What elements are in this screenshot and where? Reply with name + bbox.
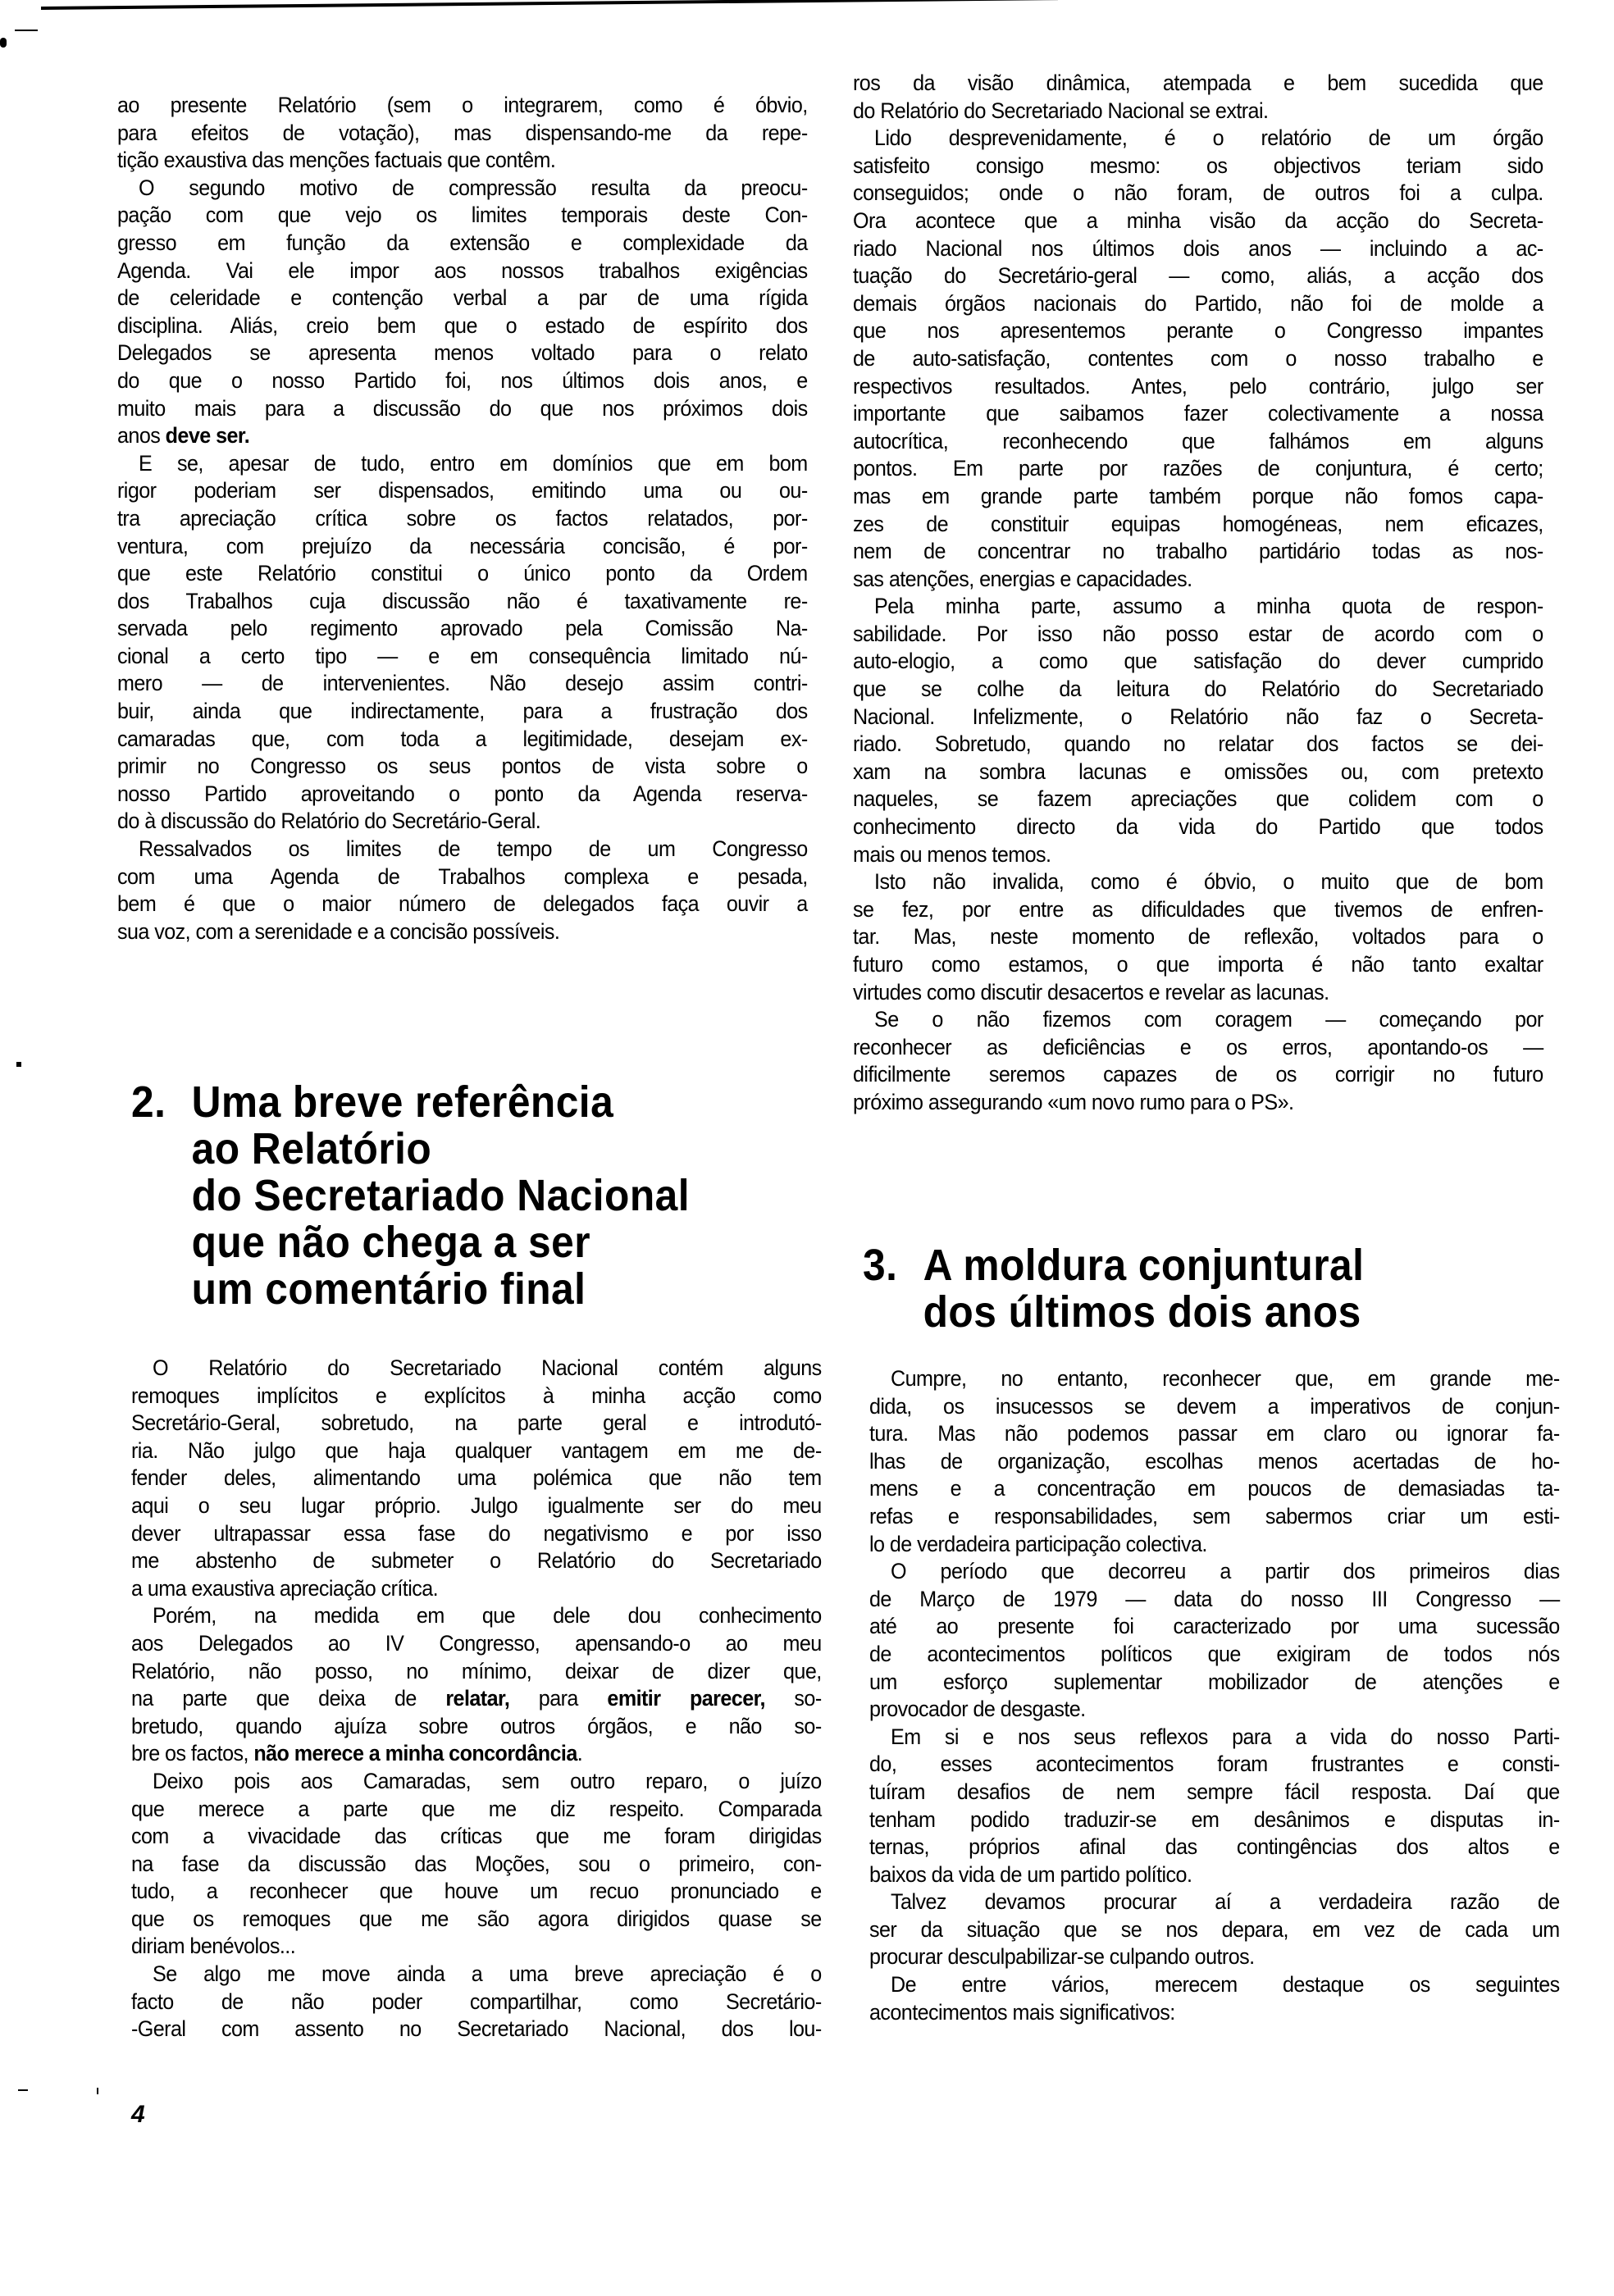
line-text: naqueles, se fazem apreciações que colidem com o (853, 786, 1543, 812)
emphasis-text: deve ser. (165, 423, 250, 449)
line-text: futuro como estamos, o que importa é não tanto exaltar (853, 952, 1543, 977)
text-line (853, 511, 1543, 539)
line-text: Delegados se apresenta menos voltado para o relato (117, 340, 808, 366)
text-line (117, 560, 808, 588)
emphasis-text: não merece a minha concordância (253, 1741, 577, 1766)
text-line (117, 808, 808, 836)
line-text: Deixo pois aos Camaradas, sem outro reparo, o juízo (153, 1768, 822, 1793)
line-text: tuação do Secretário-geral — como, aliás, a acção dos (853, 263, 1543, 289)
text-line (117, 367, 808, 395)
left-column-continued (131, 1355, 824, 2043)
line-text: dificilmente seremos capazes de os corrigir no futuro (853, 1062, 1543, 1087)
line-text: camaradas que, com toda a legitimidade, desejam ex- (117, 726, 808, 751)
paragraph-first-line (869, 1888, 1560, 1916)
text-line (117, 918, 808, 946)
text-line (853, 758, 1543, 786)
text-line (853, 317, 1543, 345)
text-line (117, 230, 808, 257)
line-text: provocador de desgaste. (869, 1697, 1086, 1722)
line-text: O segundo motivo de compressão resulta da preocu- (139, 175, 808, 200)
paragraph-first-line (853, 593, 1543, 621)
line-text: tenham podido traduzir-se em desânimos e disputas in- (869, 1806, 1560, 1832)
text-line (117, 285, 808, 312)
line-text: me abstenho de submeter o Relatório do Secretariado (131, 1548, 822, 1574)
line-text: xam na sombra lacunas e omissões ou, com pretexto (853, 758, 1543, 784)
line-text: . (577, 1741, 583, 1766)
right-column (853, 70, 1546, 1117)
text-line (117, 312, 808, 340)
text-line (853, 400, 1543, 428)
text-line (869, 1641, 1560, 1669)
text-line (117, 202, 808, 230)
line-text: que os remoques que me são agora dirigidos quase se (131, 1906, 822, 1931)
paragraph-first-line (117, 175, 808, 203)
line-text: lhas de organização, escolhas menos acertadas de ho- (869, 1448, 1560, 1474)
line-text: de Março de 1979 — data do nosso III Congresso — (869, 1586, 1560, 1611)
text-line (853, 951, 1543, 979)
line-text: um esforço suplementar mobilizador de atenções e (869, 1669, 1560, 1694)
text-line (853, 621, 1543, 649)
line-text: do Relatório do Secretariado Nacional se extrai. (853, 98, 1269, 123)
heading-line: dos últimos dois anos (923, 1287, 1361, 1337)
text-line (131, 2016, 822, 2043)
text-line (117, 753, 808, 781)
line-text: de celeridade e contenção verbal a par de uma rígida (117, 285, 808, 311)
paragraph-first-line (869, 1365, 1560, 1393)
text-line (131, 1410, 822, 1437)
line-text: Se algo me move ainda a uma breve apreciação é o (153, 1961, 822, 1987)
text-line (853, 786, 1543, 813)
text-line (853, 841, 1543, 869)
line-text: rigor poderiam ser dispensados, emitindo uma ou ou- (117, 478, 808, 503)
line-text: aos Delegados ao IV Congresso, apensando-o ao meu (131, 1630, 822, 1656)
line-text: dida, os insucessos se devem a imperativos de conjun- (869, 1393, 1560, 1419)
text-line (869, 1669, 1560, 1697)
heading-line: Uma breve referência (191, 1077, 614, 1127)
line-text: Secretário-Geral, sobretudo, na parte geral e introdutó- (131, 1410, 822, 1436)
text-line (853, 566, 1543, 594)
text-line (853, 731, 1543, 758)
left-column (117, 92, 808, 945)
paragraph-first-line (131, 1768, 822, 1796)
line-text: que este Relatório constitui o único ponto da Ordem (117, 561, 808, 586)
line-text: bem é que o maior número de delegados faça ouvir a (117, 891, 808, 917)
text-line (131, 1878, 822, 1906)
text-line (131, 1988, 822, 2016)
text-line (869, 1834, 1560, 1861)
line-text: bretudo, quando ajuíza sobre outros órgãos, e não so- (131, 1713, 822, 1738)
text-line (117, 257, 808, 285)
line-text: na parte que deixa de (131, 1686, 446, 1711)
text-line (869, 1448, 1560, 1476)
text-line (853, 290, 1543, 318)
text-line (869, 1806, 1560, 1834)
text-line (853, 483, 1543, 511)
line-text: pação com que vejo os limites temporais deste Con- (117, 203, 808, 228)
line-text: servada pelo regimento aprovado pela Comissão Na- (117, 616, 808, 641)
scan-margin-dash (18, 2089, 28, 2091)
paragraph-first-line (853, 125, 1543, 153)
line-text: autocrítica, reconhecendo que falhámos em alguns (853, 428, 1543, 453)
heading-line: um comentário final (191, 1264, 586, 1314)
line-text: mas em grande parte também porque não fomos capa- (853, 483, 1543, 508)
line-text: zes de constituir equipas homogéneas, nem eficazes, (853, 511, 1543, 536)
text-line (117, 726, 808, 754)
line-text: Nacional. Infelizmente, o Relatório não faz o Secreta- (853, 704, 1543, 729)
text-line (853, 98, 1543, 125)
text-line (117, 781, 808, 809)
text-line (853, 345, 1543, 373)
text-line (869, 1531, 1560, 1559)
text-line (869, 1613, 1560, 1641)
line-text: dos Trabalhos cuja discussão não é taxativamente re- (117, 588, 808, 613)
line-text: buir, ainda que indirectamente, para a frustração dos (117, 699, 808, 724)
text-line (131, 1796, 822, 1824)
text-line (131, 1547, 822, 1575)
text-line (853, 262, 1543, 290)
line-text: dever ultrapassar essa fase do negativismo e por isso (131, 1520, 822, 1546)
line-text: pontos. Em parte por razões de conjuntura, é certo; (853, 456, 1543, 481)
line-text: riado Nacional nos últimos dois anos — incluindo a ac- (853, 235, 1543, 261)
line-text: mens e a concentração em poucos de demasiadas ta- (869, 1476, 1560, 1501)
text-line (131, 1933, 822, 1961)
line-text: Em si e nos seus reflexos para a vida do nosso Parti- (891, 1724, 1560, 1749)
text-line (117, 533, 808, 561)
paragraph-first-line (869, 1971, 1560, 1999)
text-line (853, 207, 1543, 235)
line-text: nosso Partido aproveitando o ponto da Agenda reserva- (117, 781, 808, 806)
paragraph-first-line (117, 450, 808, 478)
line-text: ventura, com prejuízo da necessária concisão, é por- (117, 533, 808, 558)
line-text: para efeitos de votação), mas dispensando-me da repe- (117, 120, 808, 145)
line-text: com a vivacidade das críticas que me foram dirigidas (131, 1824, 822, 1849)
line-text: mero — de intervenientes. Não desejo assim contri- (117, 671, 808, 696)
text-line (869, 1503, 1560, 1531)
paragraph-first-line (869, 1558, 1560, 1586)
line-text: próximo assegurando «um novo rumo para o PS». (853, 1089, 1294, 1114)
line-text: ser da situação que se nos depara, em vez de cada um (869, 1916, 1560, 1942)
line-text: Relatório, não posso, no mínimo, deixar de dizer que, (131, 1658, 822, 1683)
text-line (869, 1779, 1560, 1806)
line-text: baixos da vida de um partido político. (869, 1861, 1192, 1887)
line-text: ros da visão dinâmica, atempada e bem sucedida que (853, 71, 1543, 95)
text-line (853, 153, 1543, 180)
line-text: Agenda. Vai ele impor aos nossos trabalhos exigências (117, 257, 808, 283)
text-line (117, 643, 808, 671)
line-text: virtudes como discutir desacertos e revelar as lacunas. (853, 979, 1329, 1004)
text-line (853, 648, 1543, 676)
line-text: sua voz, com a serenidade e a concisão possíveis. (117, 918, 560, 944)
line-text: para (509, 1686, 608, 1711)
line-text: nem de concentrar no trabalho partidário todas as nos- (853, 539, 1543, 564)
line-text: tra apreciação crítica sobre os factos relatados, por- (117, 505, 808, 531)
text-line (869, 1586, 1560, 1614)
text-line (117, 698, 808, 726)
line-text: remoques implícitos e explícitos à minha acção como (131, 1383, 822, 1408)
text-line (131, 1383, 822, 1410)
line-text: O Relatório do Secretariado Nacional contém alguns (153, 1355, 822, 1380)
text-line (869, 1861, 1560, 1889)
section-3-number: 3. (863, 1241, 898, 1290)
line-text: com uma Agenda de Trabalhos complexa e pesada, (117, 863, 808, 889)
text-line (853, 923, 1543, 951)
text-line (853, 180, 1543, 207)
line-text: cional a certo tipo — e em consequência limitado nú- (117, 643, 808, 668)
text-line (131, 1713, 822, 1741)
text-line (853, 1034, 1543, 1062)
emphasis-text: emitir parecer, (607, 1686, 765, 1711)
line-text: conseguidos; onde o não foram, de outros foi a culpa. (853, 180, 1543, 206)
text-line (869, 1943, 1560, 1971)
text-line (869, 1751, 1560, 1779)
text-line (869, 1696, 1560, 1724)
line-text: Talvez devamos procurar aí a verdadeira razão de (891, 1889, 1560, 1915)
line-text: disciplina. Aliás, creio bem que o estado de espírito dos (117, 312, 808, 338)
line-text: respectivos resultados. Antes, pelo contrário, julgo ser (853, 373, 1543, 399)
line-text: do que o nosso Partido foi, nos últimos dois anos, e (117, 367, 808, 393)
text-line (853, 676, 1543, 704)
text-line (131, 1492, 822, 1520)
line-text: sabilidade. Por isso não posso estar de acordo com o (853, 621, 1543, 646)
text-line (131, 1851, 822, 1879)
scan-top-rule (41, 0, 1058, 10)
line-text: na fase da discussão das Moções, sou o primeiro, con- (131, 1851, 822, 1876)
heading-line: ao Relatório (191, 1124, 432, 1173)
line-text: tuíram desafios de nem sempre fácil resposta. Daí que (869, 1779, 1560, 1804)
line-text: a uma exaustiva apreciação crítica. (131, 1575, 439, 1601)
text-line (853, 979, 1543, 1007)
line-text: procurar desculpabilizar-se culpando outros. (869, 1944, 1255, 1970)
text-line (117, 147, 808, 175)
line-text: de acontecimentos políticos que exigiram de todos nós (869, 1641, 1560, 1666)
line-text: ria. Não julgo que haja qualquer vantagem em me de- (131, 1437, 822, 1463)
line-text: E se, apesar de tudo, entro em domínios que em bom (139, 450, 808, 476)
text-line (117, 670, 808, 698)
text-line (117, 339, 808, 367)
text-line (853, 704, 1543, 731)
line-text: anos (117, 423, 166, 449)
text-line (131, 1740, 822, 1768)
paragraph-first-line (117, 836, 808, 863)
line-text: muito mais para a discussão do que nos próximos dois (117, 395, 808, 421)
line-text: lo de verdadeira participação colectiva. (869, 1531, 1207, 1556)
line-text: auto-elogio, a como que satisfação do dever cumprido (853, 649, 1543, 674)
text-line (869, 1393, 1560, 1421)
line-text: tudo, a reconhecer que houve um recuo pronunciado e (131, 1879, 822, 1904)
line-text: bre os factos, (131, 1741, 254, 1766)
paragraph-first-line (131, 1602, 822, 1630)
line-text: Cumpre, no entanto, reconhecer que, em grande me- (891, 1366, 1560, 1391)
line-text: ao presente Relatório (sem o integrarem, como é óbvio, (117, 93, 808, 117)
line-text: aqui o seu lugar próprio. Julgo igualmente ser do meu (131, 1492, 822, 1518)
line-text: gresso em função da extensão e complexidade da (117, 230, 808, 255)
text-line (117, 395, 808, 423)
line-text: que merece a parte que me diz respeito. Comparada (131, 1796, 822, 1821)
line-text: que se colhe da leitura do Relatório do Secretariado (853, 676, 1543, 702)
line-text: importante que saibamos fazer colectivamente a nossa (853, 401, 1543, 426)
line-text: facto de não poder compartilhar, como Secretário- (131, 1988, 822, 2014)
line-text: so- (764, 1686, 822, 1711)
section-3-heading (863, 1242, 1364, 1336)
line-text: do, esses acontecimentos foram frustrantes e consti- (869, 1752, 1560, 1777)
line-text: De entre vários, merecem destaque os seguintes (891, 1972, 1560, 1998)
text-line (853, 455, 1543, 483)
line-text: Lido desprevenidamente, é o relatório de um órgão (874, 125, 1543, 151)
line-text: fender deles, alimentando uma polémica que não tem (131, 1465, 822, 1491)
line-text: primir no Congresso os seus pontos de vista sobre o (117, 754, 808, 779)
text-line (853, 1089, 1543, 1117)
heading-line: A moldura conjuntural (923, 1241, 1365, 1290)
section-2-heading (131, 1079, 690, 1313)
text-line (131, 1630, 822, 1658)
text-line (131, 1658, 822, 1686)
text-line (117, 477, 808, 505)
text-line (853, 428, 1543, 456)
heading-line: que não chega a ser (191, 1218, 591, 1267)
line-text: refas e responsabilidades, sem sabermos criar um esti- (869, 1503, 1560, 1528)
paragraph-first-line (853, 868, 1543, 896)
paragraph-first-line (131, 1961, 822, 1988)
text-line (853, 235, 1543, 263)
line-text: acontecimentos mais significativos: (869, 1999, 1175, 2025)
scan-margin-dash (15, 30, 38, 31)
paragraph-first-line (869, 1724, 1560, 1752)
line-text: satisfeito consigo mesmo: os objectivos teriam sido (853, 153, 1543, 178)
text-line (869, 1475, 1560, 1503)
line-text: -Geral com assento no Secretariado Nacional, dos lou- (131, 2016, 822, 2042)
text-line (869, 1999, 1560, 2027)
line-text: que nos apresentemos perante o Congresso impantes (853, 318, 1543, 344)
text-line (853, 813, 1543, 841)
text-line (117, 588, 808, 616)
line-text: Porém, na medida em que dele dou conhecimento (153, 1603, 822, 1629)
line-text: diriam benévolos... (131, 1934, 296, 1959)
line-text: de auto-satisfação, contentes com o nosso trabalho e (853, 345, 1543, 371)
line-text: Pela minha parte, assumo a minha quota de respon- (874, 594, 1543, 619)
line-text: mais ou menos temos. (853, 841, 1051, 867)
page-number: 4 (131, 2101, 145, 2128)
text-line (869, 1420, 1560, 1448)
line-text: tura. Mas não podemos passar em claro ou ignorar fa- (869, 1421, 1560, 1446)
line-text: se fez, por entre as dificuldades que tivemos de enfren- (853, 896, 1543, 922)
text-line (853, 1061, 1543, 1089)
line-text: reconhecer as deficiências e os erros, apontando-os — (853, 1034, 1543, 1059)
text-line (853, 896, 1543, 924)
heading-line: do Secretariado Nacional (191, 1171, 691, 1220)
line-text: Ora acontece que a minha visão da acção do Secreta- (853, 207, 1543, 233)
line-text: Isto não invalida, como é óbvio, o muito que de bom (874, 869, 1543, 895)
line-text: demais órgãos nacionais do Partido, não foi de molde a (853, 290, 1543, 316)
line-text: do à discussão do Relatório do Secretário-Geral. (117, 809, 541, 834)
line-text: O período que decorreu a partir dos primeiros dias (891, 1559, 1560, 1584)
line-text: conhecimento directo da vida do Partido que todos (853, 814, 1543, 840)
text-line (853, 538, 1543, 566)
scan-margin-dash (16, 1062, 21, 1067)
section-2-number: 2. (131, 1077, 166, 1127)
text-line (131, 1906, 822, 1934)
text-line (117, 505, 808, 533)
text-line (853, 373, 1543, 401)
text-line (117, 92, 808, 120)
line-text: tição exaustiva das menções factuais que contêm. (117, 148, 556, 173)
paragraph-first-line (853, 1006, 1543, 1034)
text-line (131, 1437, 822, 1465)
text-line (131, 1823, 822, 1851)
text-line (117, 120, 808, 148)
line-text: Se o não fizemos com coragem — começando por (874, 1007, 1543, 1032)
text-line (131, 1575, 822, 1603)
text-line (853, 70, 1543, 98)
text-line (131, 1520, 822, 1548)
line-text: Ressalvados os limites de tempo de um Congresso (139, 836, 808, 862)
scan-margin-dash (97, 2088, 98, 2094)
emphasis-text: relatar, (445, 1686, 510, 1711)
paragraph-first-line (131, 1355, 822, 1383)
line-text: sas atenções, energias e capacidades. (853, 566, 1192, 591)
right-column-continued (869, 1365, 1562, 2026)
text-line (117, 615, 808, 643)
text-line (117, 891, 808, 918)
scan-margin-dot (0, 38, 7, 48)
text-line (117, 863, 808, 891)
line-text: riado. Sobretudo, quando no relatar dos factos se dei- (853, 731, 1543, 757)
text-line (117, 422, 808, 450)
line-text: até ao presente foi caracterizado por uma sucessão (869, 1614, 1560, 1639)
text-line (869, 1916, 1560, 1944)
text-line (131, 1685, 822, 1713)
line-text: tar. Mas, neste momento de reflexão, voltados para o (853, 924, 1543, 950)
line-text: ternas, próprios afinal das contingências dos altos e (869, 1834, 1560, 1860)
text-line (131, 1465, 822, 1492)
